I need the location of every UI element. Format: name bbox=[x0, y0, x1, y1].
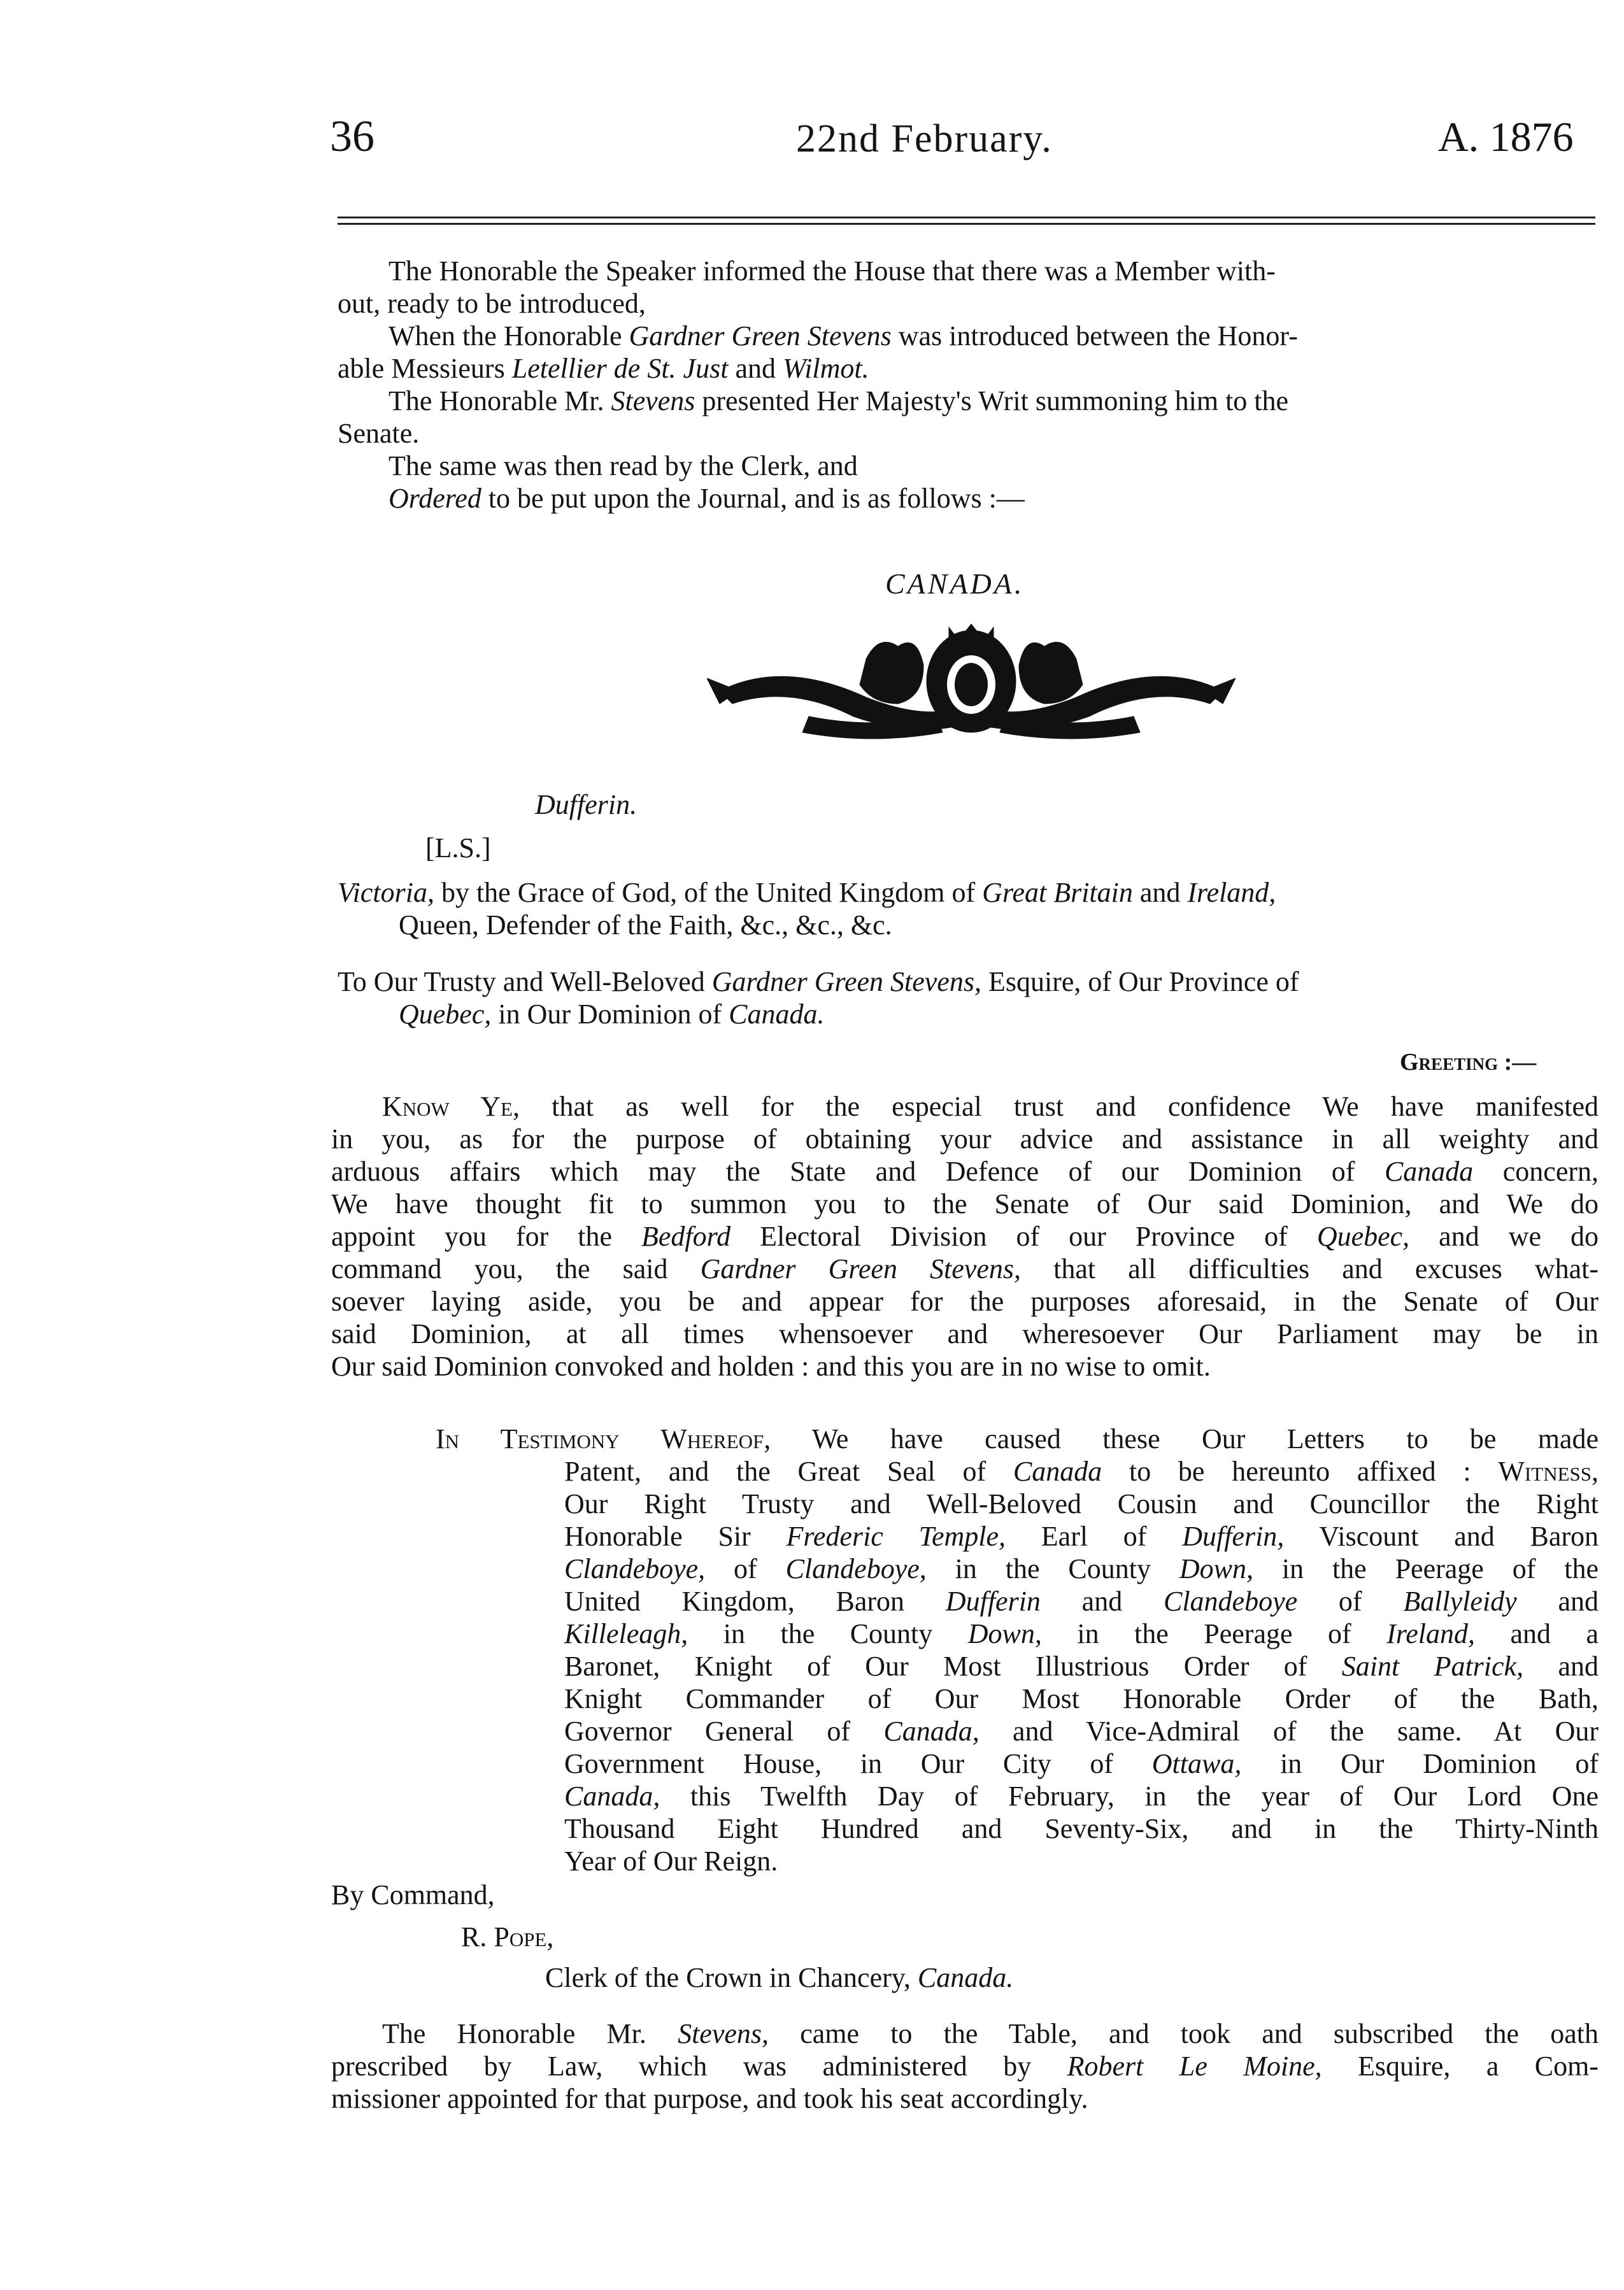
running-head-year: A. 1876 bbox=[1438, 114, 1574, 160]
testimony-line: Canada, this Twelfth Day of February, in the year of Our Lord One bbox=[564, 1781, 1599, 1812]
testimony-line: Patent, and the Great Seal of Canada to be hereunto affixed : Witness, bbox=[564, 1456, 1599, 1487]
intro-line: Senate. bbox=[338, 418, 420, 449]
intro-line: out, ready to be introduced, bbox=[338, 288, 646, 319]
intro-line: Ordered to be put upon the Journal, and is as follows :— bbox=[388, 483, 1025, 514]
closing-line: missioner appointed for that purpose, and took his seat accordingly. bbox=[331, 2083, 1088, 2114]
writ-body-line: soever laying aside, you be and appear for the purposes aforesaid, in the Senate of Our bbox=[331, 1286, 1599, 1317]
running-head-date: 22nd February. bbox=[796, 117, 1053, 160]
writ-body bbox=[331, 1090, 1599, 1383]
page-number: 36 bbox=[330, 112, 374, 161]
closing-line: prescribed by Law, which was administered by Robert Le Moine, Esquire, a Com- bbox=[331, 2051, 1599, 2082]
testimony-line: Honorable Sir Frederic Temple, Earl of Dufferin, Viscount and Baron bbox=[564, 1521, 1599, 1552]
closing-line: The Honorable Mr. Stevens, came to the Table, and took and subscribed the oath bbox=[382, 2018, 1599, 2049]
testimony-clause-first-line: In Testimony Whereof, We have caused these Our Letters to be made bbox=[436, 1423, 1599, 1454]
writ-body-line: said Dominion, at all times whensoever and wheresoever Our Parliament may be in bbox=[331, 1318, 1599, 1349]
intro-line: When the Honorable Gardner Green Stevens was introduced between the Honor- bbox=[388, 320, 1298, 352]
header-rule-top bbox=[338, 217, 1595, 218]
writ-body-line: arduous affairs which may the State and Defence of our Dominion of Canada concern, bbox=[331, 1156, 1599, 1187]
writ-body-line: Our said Dominion convoked and holden : and this you are in no wise to omit. bbox=[331, 1351, 1211, 1382]
testimony-line: Baronet, Knight of Our Most Illustrious Order of Saint Patrick, and bbox=[564, 1651, 1599, 1682]
testimony-line: Governor General of Canada, and Vice-Admiral of the same. At Our bbox=[564, 1716, 1599, 1747]
writ-address: To Our Trusty and Well-Beloved Gardner Green Stevens, Esquire, of Our Province of Quebec, in Our Dominion of Canada. bbox=[338, 966, 1299, 1030]
intro-line: able Messieurs Letellier de St. Just and Wilmot. bbox=[338, 353, 869, 384]
testimony-line: Government House, in Our City of Ottawa, in Our Dominion of bbox=[564, 1748, 1599, 1779]
testimony-line: Killeleagh, in the County Down, in the Peerage of Ireland, and a bbox=[564, 1618, 1599, 1649]
clerk-title: Clerk of the Crown in Chancery, Canada. bbox=[545, 1962, 1014, 1993]
canada-heading: CANADA. bbox=[885, 567, 1025, 600]
clerk-name: R. Pope, bbox=[461, 1921, 554, 1952]
testimony-line: Year of Our Reign. bbox=[564, 1846, 778, 1877]
testimony-clause bbox=[564, 1455, 1599, 1877]
testimony-line: Clandeboye, of Clandeboye, in the County Down, in the Peerage of the bbox=[564, 1553, 1599, 1584]
writ-body-line: We have thought fit to summon you to the Senate of Our said Dominion, and We do bbox=[331, 1188, 1599, 1220]
by-command: By Command, bbox=[331, 1879, 495, 1910]
writ-body-line: appoint you for the Bedford Electoral Division of our Province of Quebec, and we do bbox=[331, 1221, 1599, 1252]
royal-coat-of-arms-emblem bbox=[707, 621, 1236, 748]
closing-paragraph bbox=[331, 2017, 1599, 2115]
writ-body-line: in you, as for the purpose of obtaining your advice and assistance in all weighty and bbox=[331, 1123, 1599, 1155]
writ-body-line: Know Ye, that as well for the especial trust and confidence We have manifested bbox=[382, 1091, 1599, 1122]
testimony-line: Knight Commander of Our Most Honorable Order of the Bath, bbox=[564, 1683, 1599, 1714]
testimony-line: United Kingdom, Baron Dufferin and Clandeboye of Ballyleidy and bbox=[564, 1586, 1599, 1617]
intro-line: The Honorable Mr. Stevens presented Her Majesty's Writ summoning him to the bbox=[388, 385, 1289, 416]
testimony-line: Thousand Eight Hundred and Seventy-Six, and in the Thirty-Ninth bbox=[564, 1813, 1599, 1844]
greeting: Greeting :— bbox=[1400, 1049, 1537, 1076]
header-rule-bottom bbox=[338, 223, 1595, 225]
great-seal-marker: [L.S.] bbox=[425, 832, 491, 864]
intro-paragraph bbox=[338, 255, 1595, 515]
signature-dufferin: Dufferin. bbox=[535, 789, 637, 820]
royal-style: Victoria, by the Grace of God, of the United Kingdom of Great Britain and Ireland, Queen, Defender of the Faith, &c., &c., &c. bbox=[338, 877, 1276, 941]
writ-body-line: command you, the said Gardner Green Stevens, that all difficulties and excuses what- bbox=[331, 1253, 1599, 1284]
intro-line: The Honorable the Speaker informed the House that there was a Member with- bbox=[388, 255, 1276, 287]
intro-line: The same was then read by the Clerk, and bbox=[388, 450, 858, 481]
testimony-line: Our Right Trusty and Well-Beloved Cousin and Councillor the Right bbox=[564, 1488, 1599, 1519]
